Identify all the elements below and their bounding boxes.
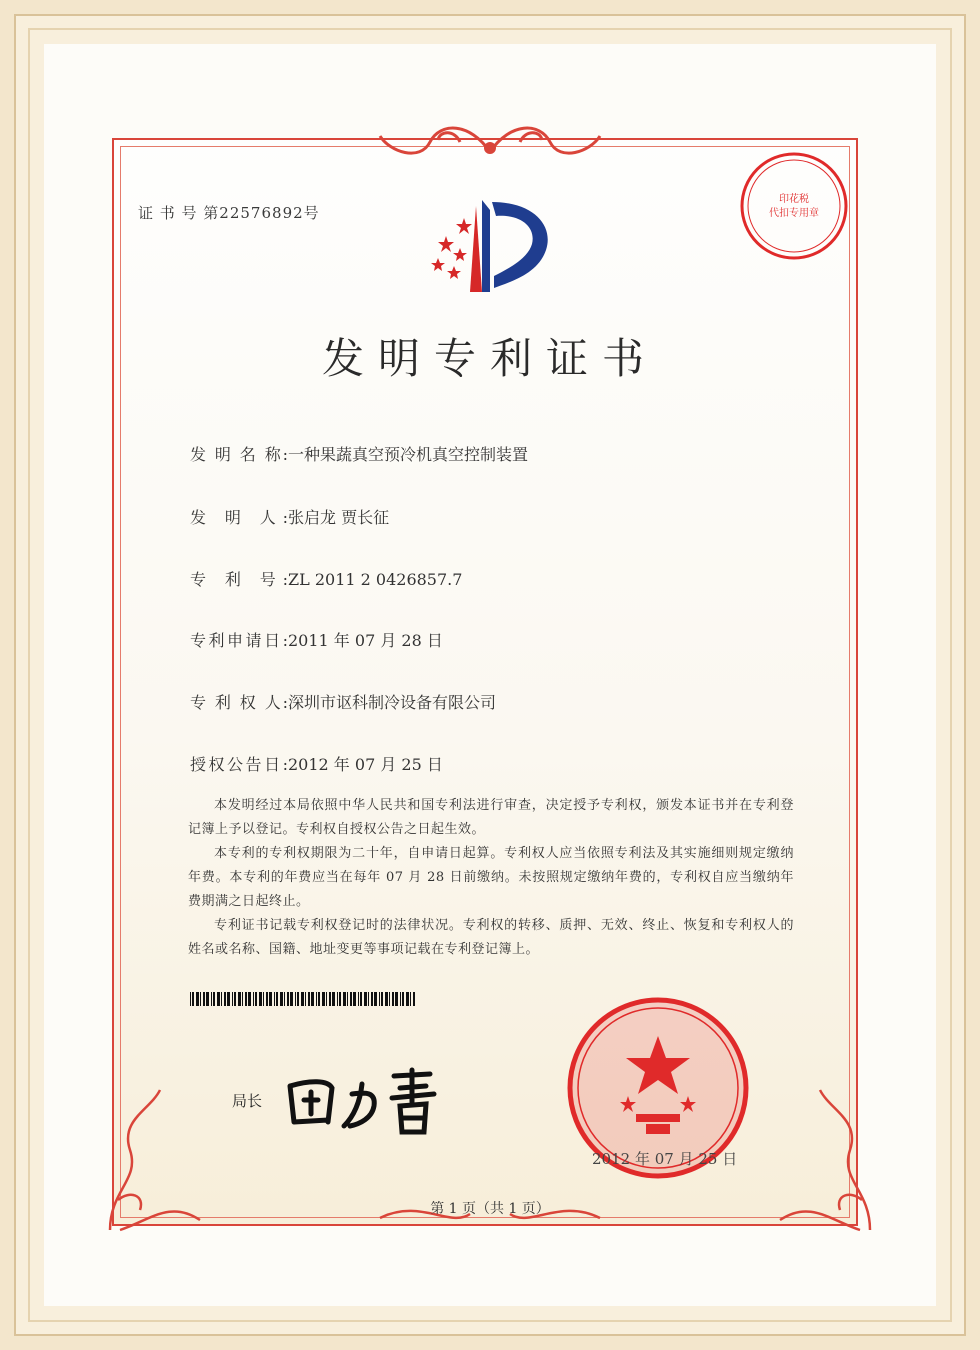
field-label: 专 利 号:: [190, 570, 288, 589]
paragraph-3: 专利证书记载专利权登记时的法律状况。专利权的转移、质押、无效、终止、恢复和专利权人的姓名或名称、国籍、地址变更等事项记载在专利登记簿上。: [188, 918, 794, 957]
paragraph-1: 本发明经过本局依照中华人民共和国专利法进行审查，决定授予专利权，颁发本证书并在专利登记簿上予以登记。专利权自授权公告之日起生效。: [188, 798, 794, 837]
field-patent-number: [190, 567, 462, 590]
field-grant-date: [190, 752, 443, 775]
svg-text:代扣专用章: 代扣专用章: [769, 208, 819, 219]
director-signature: [280, 1062, 450, 1138]
certificate-number: 证 书 号 第22576892号: [138, 204, 320, 222]
tax-stamp: [738, 150, 850, 262]
field-value: 张启龙 贾长征: [288, 508, 390, 527]
certificate-title: 发明专利证书: [321, 334, 658, 383]
field-application-date: [190, 628, 443, 651]
paragraph-2: 本专利的专利权期限为二十年，自申请日起算。专利权人应当依照专利法及其实施细则规定缴纳年费。本专利的年费应当在每年 07 月 28 日前缴纳。未按照规定缴纳年费的，专利权自应当缴纳年费期满之日起终止。: [188, 846, 794, 909]
field-value: 一种果蔬真空预冷机真空控制装置: [288, 445, 529, 464]
field-label: 专 利 权 人:: [190, 693, 288, 712]
field-value: 2011 年 07 月 28 日: [288, 631, 443, 650]
field-value: ZL 2011 2 0426857.7: [288, 570, 463, 589]
field-value: 2012 年 07 月 25 日: [288, 755, 443, 774]
field-inventor: [190, 505, 389, 528]
patent-office-logo: [424, 196, 556, 296]
field-label: 发 明 人:: [190, 508, 288, 527]
barcode: [190, 992, 418, 1006]
field-invention-name: [190, 442, 528, 465]
page-number: 第 1 页（共 1 页）: [430, 1201, 550, 1217]
seal-date: 2012 年 07 月 25 日: [592, 1150, 738, 1168]
svg-text:印花税: 印花税: [779, 194, 809, 205]
field-value: 深圳市讴科制冷设备有限公司: [288, 693, 497, 712]
field-label: 专利申请日:: [190, 631, 288, 650]
director-label: 局长: [232, 1092, 263, 1110]
top-ornament: [360, 112, 620, 168]
field-patentee: [190, 690, 496, 713]
field-label: 发 明 名 称:: [190, 445, 288, 464]
field-label: 授权公告日:: [190, 755, 288, 774]
